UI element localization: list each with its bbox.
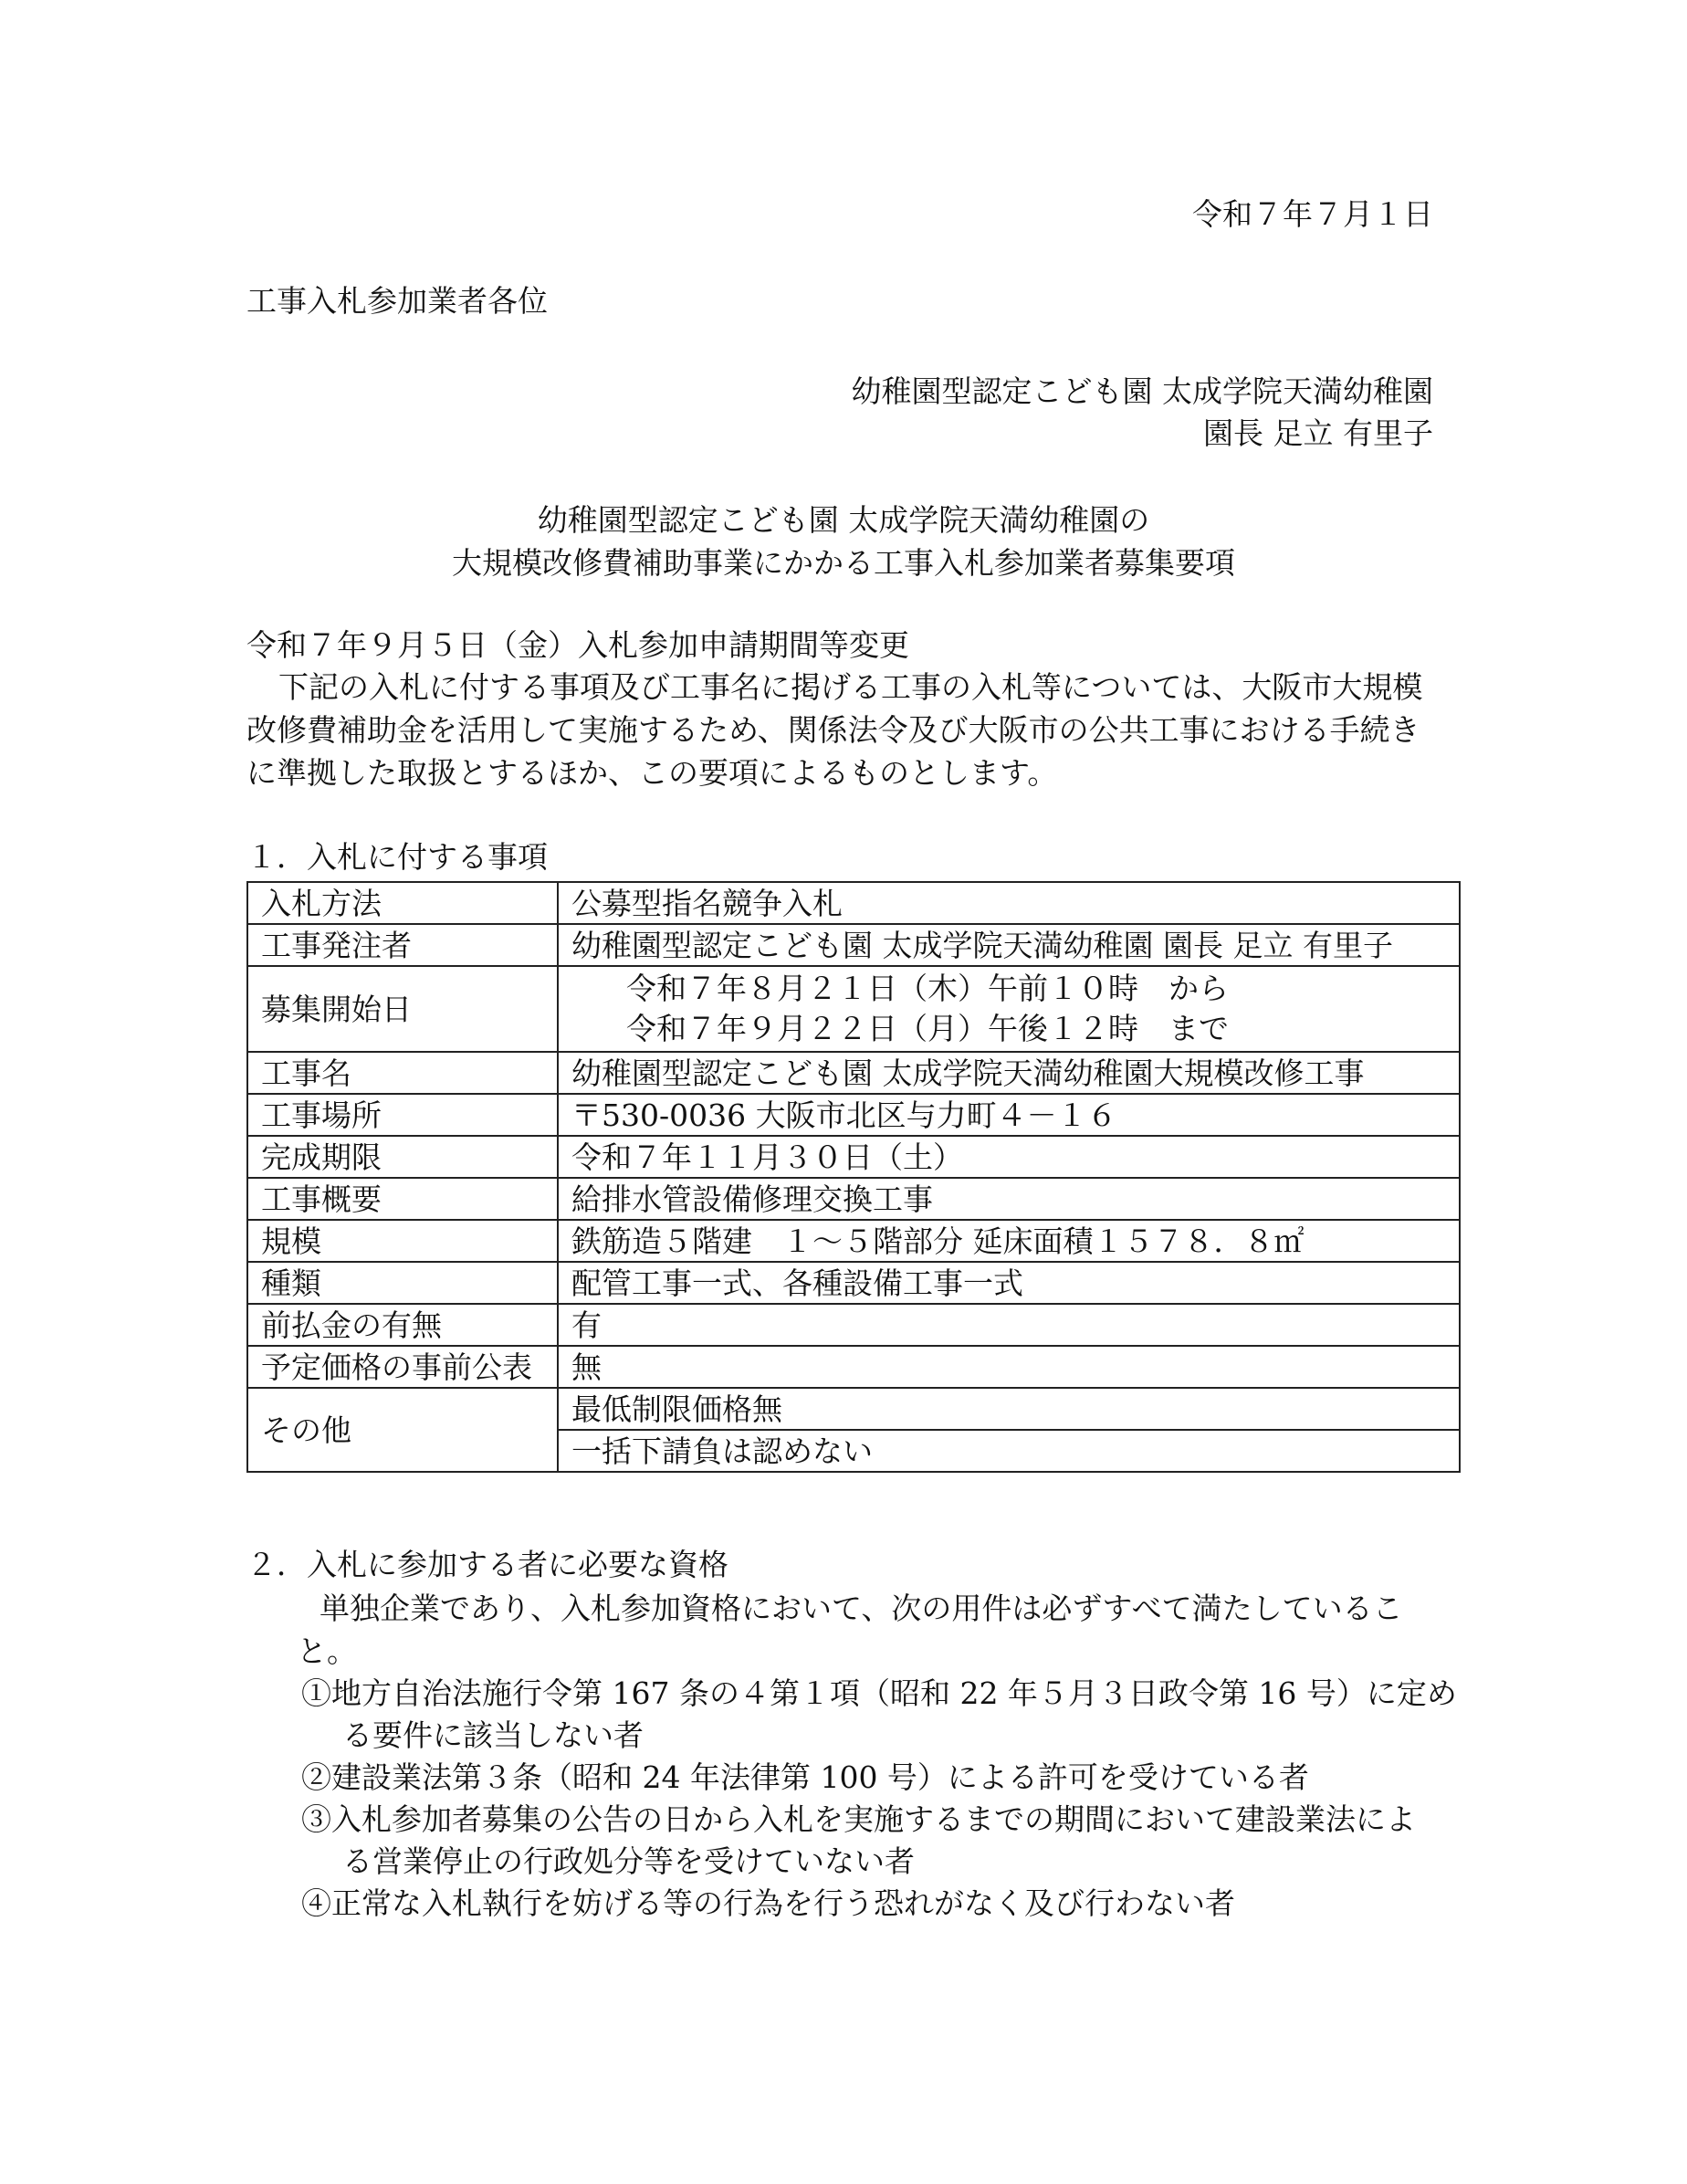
table-row [247, 1346, 1460, 1388]
table-row [247, 1304, 1460, 1346]
row-label: 規模 [247, 1220, 558, 1262]
row-label: 募集開始日 [247, 966, 558, 1052]
row-value: 幼稚園型認定こども園 太成学院天満幼稚園大規模改修工事 [558, 1052, 1460, 1094]
addressee: 工事入札参加業者各位 [246, 283, 548, 319]
requirement-1-line1: ①地方自治法施行令第 167 条の４第１項（昭和 22 年５月３日政令第 16 号）に定め [301, 1675, 1457, 1711]
intro-paragraph-line2: 改修費補助金を活用して実施するため、関係法令及び大阪市の公共工事における手続き [246, 712, 1420, 748]
row-value: 幼稚園型認定こども園 太成学院天満幼稚園 園長 足立 有里子 [558, 924, 1460, 966]
intro-paragraph-line3: に準拠した取扱とするほか、この要項によるものとします。 [246, 755, 1058, 791]
bid-items-table [246, 881, 1461, 1473]
recruit-start-line: 令和７年８月２１日（木）午前１０時 から [626, 971, 1229, 1006]
document-date: 令和７年７月１日 [1192, 196, 1433, 232]
requirement-1-line2: る要件に該当しない者 [342, 1717, 644, 1753]
table-row [247, 1178, 1460, 1220]
row-value: 最低制限価格無 [558, 1388, 1460, 1430]
change-note: 令和７年９月５日（金）入札参加申請期間等変更 [246, 627, 909, 663]
row-label: 工事発注者 [247, 924, 558, 966]
row-value-multiline [558, 966, 1460, 1052]
table-row [247, 924, 1460, 966]
row-value: 配管工事一式、各種設備工事一式 [558, 1262, 1460, 1304]
row-label: 完成期限 [247, 1136, 558, 1178]
requirement-2: ②建設業法第３条（昭和 24 年法律第 100 号）による許可を受けている者 [301, 1759, 1309, 1795]
section1-heading: １．入札に付する事項 [246, 839, 548, 875]
row-label: 工事名 [247, 1052, 558, 1094]
table-row [247, 1220, 1460, 1262]
row-label: 入札方法 [247, 882, 558, 924]
table-row [247, 1388, 1460, 1430]
sender-name: 園長 足立 有里子 [1203, 415, 1433, 451]
requirement-3-line2: る営業停止の行政処分等を受けていない者 [342, 1843, 915, 1879]
row-value: 公募型指名競争入札 [558, 882, 1460, 924]
row-value: 鉄筋造５階建 １～５階部分 延床面積１５７８．８㎡ [558, 1220, 1460, 1262]
row-value: 〒530-0036 大阪市北区与力町４－１６ [558, 1094, 1460, 1136]
requirements-intro-line1: 単独企業であり、入札参加資格において、次の用件は必ずすべて満たしているこ [320, 1591, 1403, 1626]
requirements-intro-line2: と。 [297, 1633, 357, 1669]
row-value: 一括下請負は認めない [558, 1430, 1460, 1472]
table-row [247, 966, 1460, 1052]
table-row [247, 882, 1460, 924]
row-label: 予定価格の事前公表 [247, 1346, 558, 1388]
requirement-4: ④正常な入札執行を妨げる等の行為を行う恐れがなく及び行わない者 [301, 1885, 1235, 1921]
recruit-end-line: 令和７年９月２２日（月）午後１２時 まで [626, 1011, 1229, 1046]
intro-paragraph-line1: 下記の入札に付する事項及び工事名に掲げる工事の入札等については、大阪市大規模 [278, 669, 1423, 705]
row-value: 有 [558, 1304, 1460, 1346]
row-value: 給排水管設備修理交換工事 [558, 1178, 1460, 1220]
row-label: 工事概要 [247, 1178, 558, 1220]
table-row [247, 1052, 1460, 1094]
row-label: 前払金の有無 [247, 1304, 558, 1346]
table-row [247, 1136, 1460, 1178]
table-row [247, 1262, 1460, 1304]
requirement-3-line1: ③入札参加者募集の公告の日から入札を実施するまでの期間において建設業法によ [301, 1801, 1416, 1837]
row-label: 工事場所 [247, 1094, 558, 1136]
table-row [247, 1094, 1460, 1136]
row-value: 無 [558, 1346, 1460, 1388]
document-title-line1: 幼稚園型認定こども園 太成学院天満幼稚園の [537, 502, 1150, 538]
document-title-line2: 大規模改修費補助事業にかかる工事入札参加業者募集要項 [452, 545, 1235, 581]
row-label: 種類 [247, 1262, 558, 1304]
section2-heading: ２．入札に参加する者に必要な資格 [246, 1547, 728, 1582]
row-label: その他 [247, 1388, 558, 1472]
sender-organization: 幼稚園型認定こども園 太成学院天満幼稚園 [851, 373, 1433, 409]
row-value: 令和７年１１月３０日（土） [558, 1136, 1460, 1178]
